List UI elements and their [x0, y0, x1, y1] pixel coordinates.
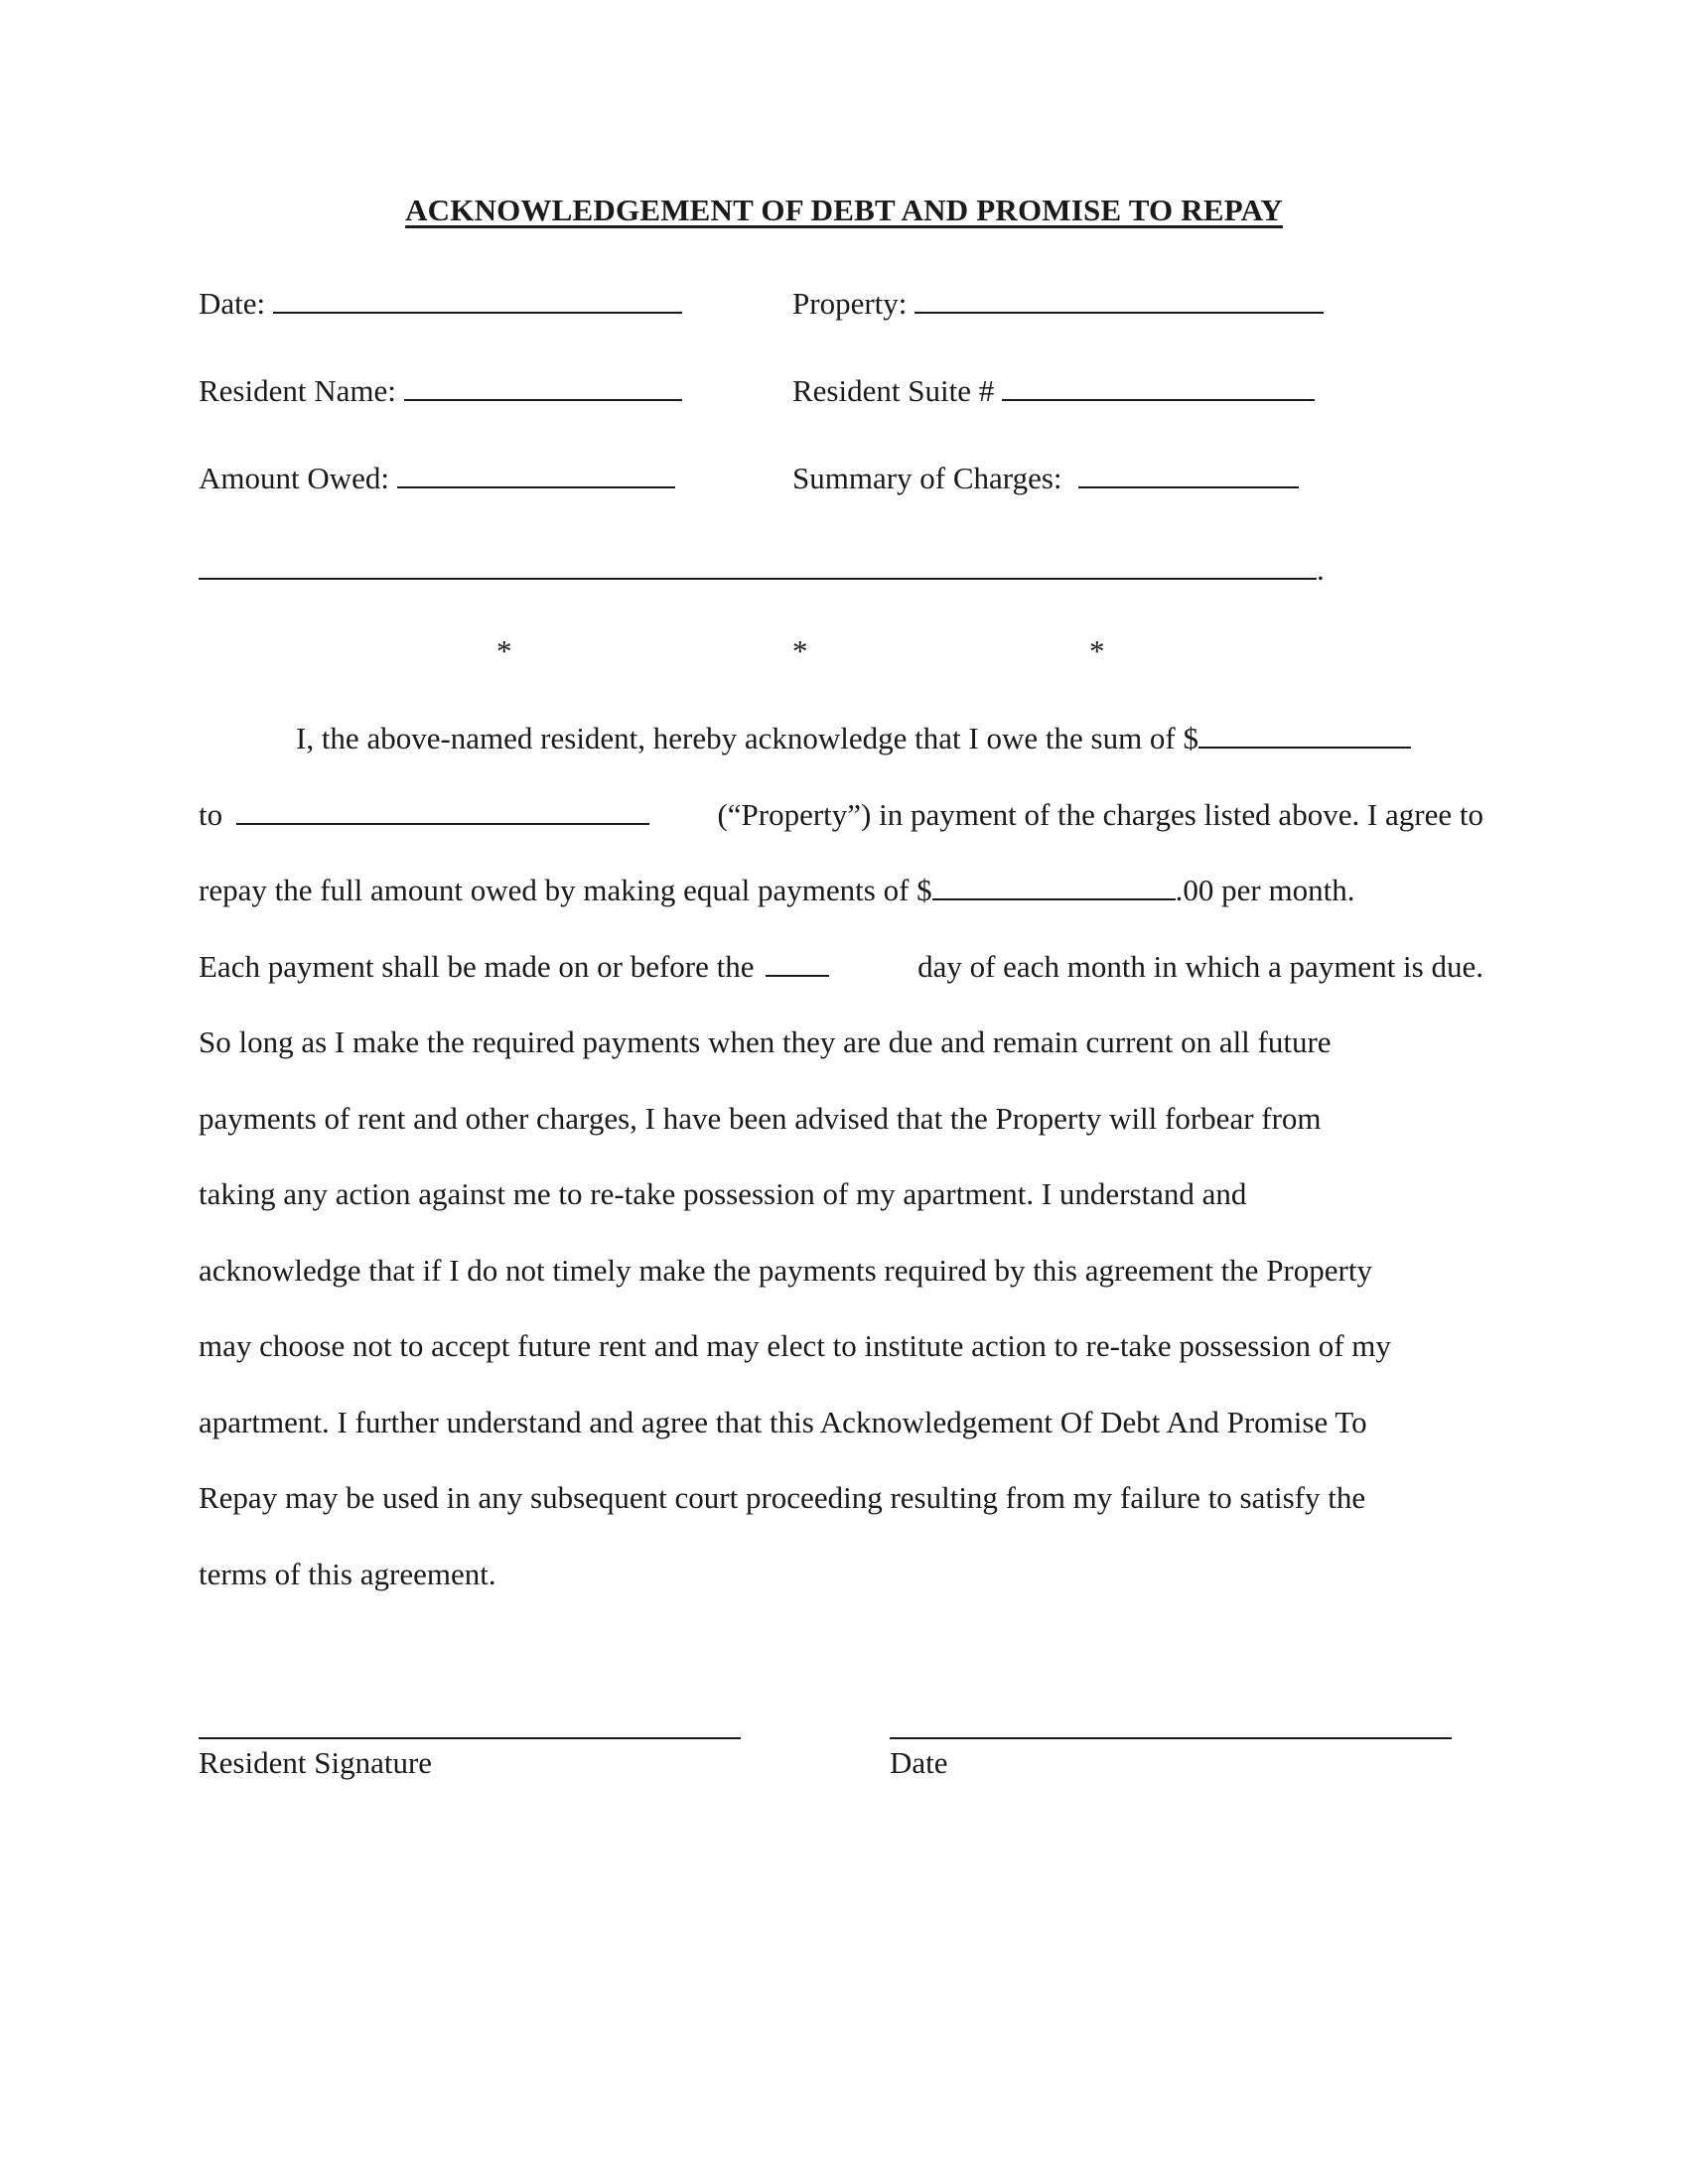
summary-continuation-blank[interactable]	[199, 548, 1317, 580]
paragraph-line: apartment. I further understand and agree that this Acknowledgement Of Debt And Promise To	[199, 1404, 1367, 1439]
property-blank[interactable]	[914, 282, 1324, 314]
paragraph-line: may choose not to accept future rent and may elect to institute action to re-take possession of my	[199, 1328, 1391, 1363]
resident-name-field	[199, 369, 682, 411]
amount-owed-blank[interactable]	[397, 457, 675, 488]
paragraph-text: day of each month in which a payment is due.	[917, 948, 1483, 984]
payment-day-blank[interactable]	[766, 945, 829, 977]
date-blank[interactable]	[273, 282, 682, 314]
property-field	[792, 282, 1324, 324]
summary-of-charges-blank[interactable]	[1078, 457, 1299, 488]
paragraph-text: I, the above-named resident, hereby acknowledge that I owe the sum of $	[296, 721, 1199, 755]
paragraph-line: payments of rent and other charges, I have been advised that the Property will forbear from	[199, 1100, 1322, 1136]
monthly-payment-blank[interactable]	[932, 869, 1176, 900]
paragraph-line	[199, 791, 1483, 868]
property-name-blank[interactable]	[236, 793, 649, 825]
acknowledgement-paragraph	[199, 715, 1489, 1626]
summary-of-charges-label: Summary of Charges:	[792, 461, 1062, 495]
amount-owed-label: Amount Owed:	[199, 461, 390, 495]
paragraph-text: .00 per month.	[1175, 873, 1355, 907]
separator-star: *	[1089, 633, 1105, 668]
paragraph-line: So long as I make the required payments when they are due and remain current on all future	[199, 1024, 1332, 1059]
summary-continuation-field	[199, 548, 1325, 590]
signature-date-line[interactable]	[890, 1737, 1452, 1739]
signature-date-label: Date	[890, 1745, 948, 1780]
paragraph-line: Repay may be used in any subsequent court proceeding resulting from my failure to satisfy the	[199, 1480, 1366, 1515]
paragraph-line: acknowledge that if I do not timely make the payments required by this agreement the Property	[199, 1252, 1372, 1288]
date-field	[199, 282, 682, 324]
resident-suite-blank[interactable]	[1002, 369, 1315, 401]
paragraph-line	[199, 715, 1489, 791]
resident-signature-line[interactable]	[199, 1737, 741, 1739]
paragraph-line: terms of this agreement.	[199, 1556, 496, 1591]
paragraph-line	[199, 867, 1489, 943]
summary-end-period: .	[1317, 552, 1325, 587]
paragraph-line: taking any action against me to re-take possession of my apartment. I understand and	[199, 1176, 1247, 1211]
document-title: ACKNOWLEDGEMENT OF DEBT AND PROMISE TO REPAY	[405, 193, 1283, 227]
property-label: Property:	[792, 286, 908, 321]
separator-star: *	[496, 633, 512, 668]
separator-star: *	[792, 633, 808, 668]
date-label: Date:	[199, 286, 266, 321]
summary-of-charges-field	[792, 457, 1299, 498]
resident-signature-label: Resident Signature	[199, 1745, 433, 1780]
paragraph-text: repay the full amount owed by making equal payments of $	[199, 873, 932, 907]
resident-suite-label: Resident Suite #	[792, 373, 995, 408]
resident-suite-field	[792, 369, 1315, 411]
paragraph-text: Each payment shall be made on or before the	[199, 948, 755, 984]
paragraph-text: to	[199, 796, 223, 832]
resident-name-blank[interactable]	[404, 369, 682, 401]
sum-owed-blank[interactable]	[1198, 717, 1411, 749]
amount-owed-field	[199, 457, 675, 498]
paragraph-line	[199, 943, 1483, 1020]
paragraph-text: (“Property”) in payment of the charges listed above. I agree to	[717, 796, 1483, 832]
resident-name-label: Resident Name:	[199, 373, 396, 408]
